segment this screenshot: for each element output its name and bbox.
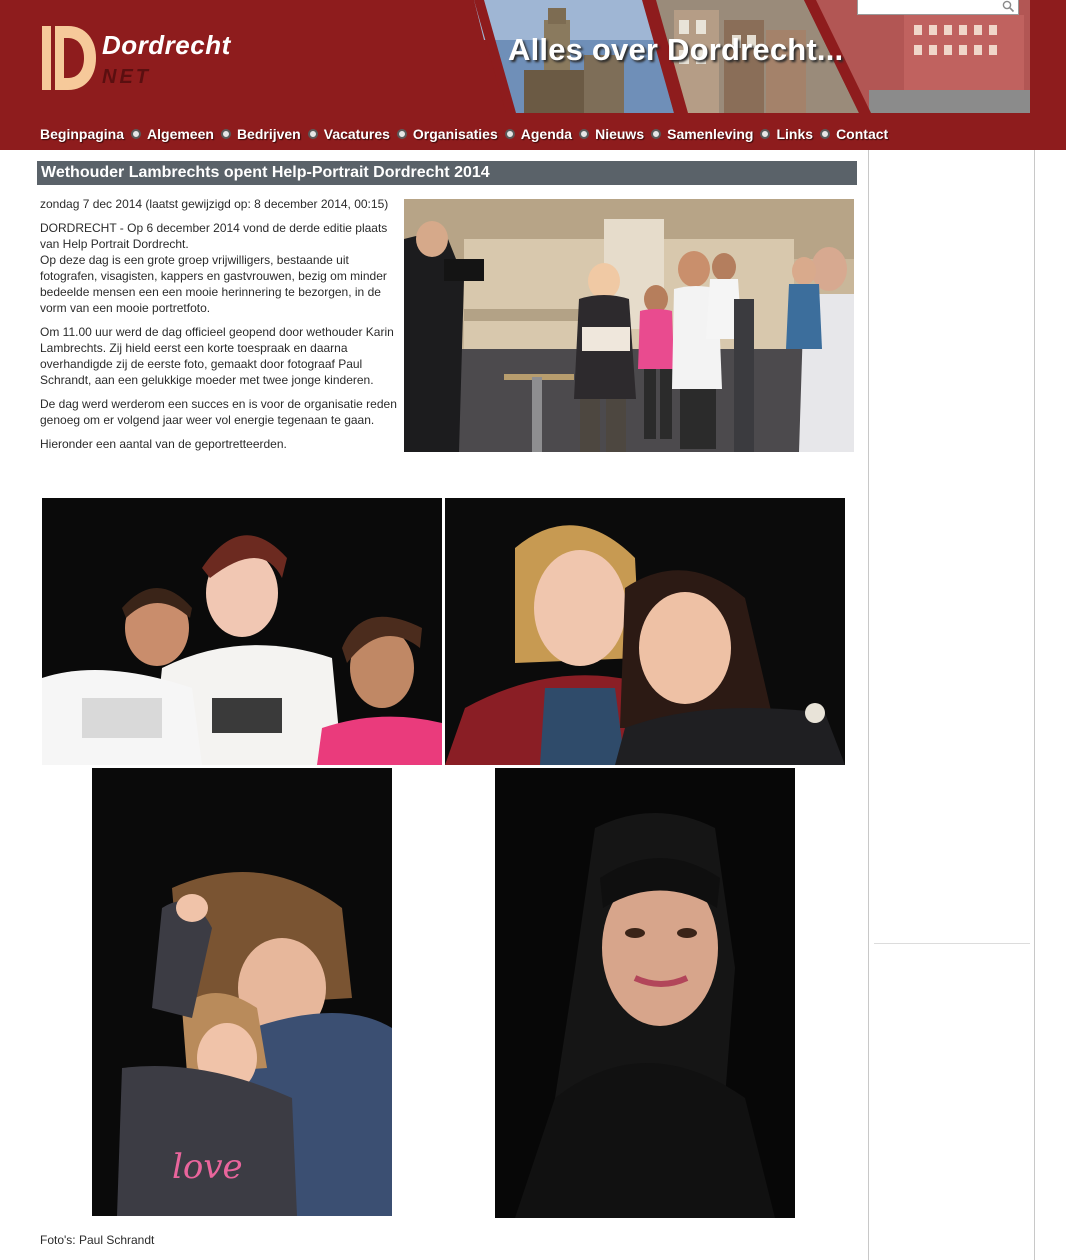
nav-item-beginpagina[interactable] <box>40 126 124 142</box>
nav-item-contact[interactable] <box>813 126 888 142</box>
site-logo[interactable] <box>40 22 320 97</box>
sidebar-border-right <box>1034 150 1035 1260</box>
bullet-icon <box>308 129 318 139</box>
logo-subtitle: NET <box>102 66 151 88</box>
nav-label: Samenleving <box>667 126 754 142</box>
search-icon[interactable] <box>1002 0 1015 13</box>
nav-item-bedrijven[interactable] <box>214 126 301 142</box>
bullet-icon <box>505 129 515 139</box>
nav-label: Nieuws <box>595 126 645 142</box>
article-paragraph: Hieronder een aantal van de geportretteerden. <box>40 437 287 451</box>
portrait-photo[interactable] <box>42 498 442 765</box>
nav-item-agenda[interactable] <box>498 126 572 142</box>
article-paragraph: De dag werd werderom een succes en is voor de organisatie reden genoeg om er volgend jaar weer vol energie tegenaan te gaan. <box>40 397 397 427</box>
article-paragraph-line: DORDRECHT - Op 6 december 2014 vond de derde editie plaats van Help Portrait Dordrecht. <box>40 221 388 251</box>
logo-d-icon <box>42 22 98 94</box>
bullet-icon <box>397 129 407 139</box>
bullet-icon <box>131 129 141 139</box>
article-paragraph <box>40 220 400 316</box>
nav-item-algemeen[interactable] <box>124 126 214 142</box>
portrait-photo[interactable] <box>495 768 795 1218</box>
article-paragraph: Om 11.00 uur werd de dag officieel geopend door wethouder Karin Lambrechts. Zij hield eerst een korte toespraak en daarna overhandigde zij de eerste foto, gemaakt door fotograaf Paul Schrandt, aan een gelukkige moeder met twee jonge kinderen. <box>40 325 394 387</box>
portrait-photo[interactable] <box>92 768 392 1216</box>
bullet-icon <box>579 129 589 139</box>
nav-item-organisaties[interactable] <box>390 126 498 142</box>
bullet-icon <box>221 129 231 139</box>
nav-item-nieuws[interactable] <box>572 126 644 142</box>
bullet-icon <box>760 129 770 139</box>
main-navigation <box>40 124 888 144</box>
nav-item-links[interactable] <box>753 126 813 142</box>
event-photo[interactable] <box>404 199 854 452</box>
search-input[interactable] <box>858 4 998 17</box>
site-tagline: Alles over Dordrecht... <box>508 32 844 67</box>
photo-credit: Foto's: Paul Schrandt <box>40 1233 155 1247</box>
bullet-icon <box>820 129 830 139</box>
article-title-bar <box>37 161 857 185</box>
article-title: Wethouder Lambrechts opent Help-Portrait Dordrecht 2014 <box>41 164 490 181</box>
nav-item-vacatures[interactable] <box>301 126 390 142</box>
search-box[interactable] <box>857 0 1019 15</box>
site-header <box>0 0 1066 150</box>
nav-label: Algemeen <box>147 126 214 142</box>
svg-text:love: love <box>172 1147 243 1187</box>
nav-label: Contact <box>836 126 889 142</box>
sidebar-divider <box>874 943 1030 944</box>
nav-label: Beginpagina <box>40 126 125 142</box>
sidebar-border <box>868 150 869 1260</box>
logo-title: Dordrecht <box>102 30 231 60</box>
nav-item-samenleving[interactable] <box>644 126 753 142</box>
article-paragraph-line: Op deze dag is een grote groep vrijwilligers, bestaande uit fotografen, visagisten, kappers en gastvrouwen, bezig om minder bedeelde mensen een een mooie herinnering te bezorgen, in de vorm van een mooie portretfoto. <box>40 253 387 315</box>
nav-label: Organisaties <box>412 126 498 142</box>
nav-label: Links <box>776 126 814 142</box>
portrait-photo[interactable] <box>445 498 845 765</box>
nav-label: Vacatures <box>323 126 390 142</box>
article-date: zondag 7 dec 2014 (laatst gewijzigd op: 8 december 2014, 00:15) <box>40 197 389 211</box>
nav-label: Bedrijven <box>236 126 301 142</box>
article-body <box>40 196 400 460</box>
nav-label: Agenda <box>520 126 573 142</box>
bullet-icon <box>651 129 661 139</box>
